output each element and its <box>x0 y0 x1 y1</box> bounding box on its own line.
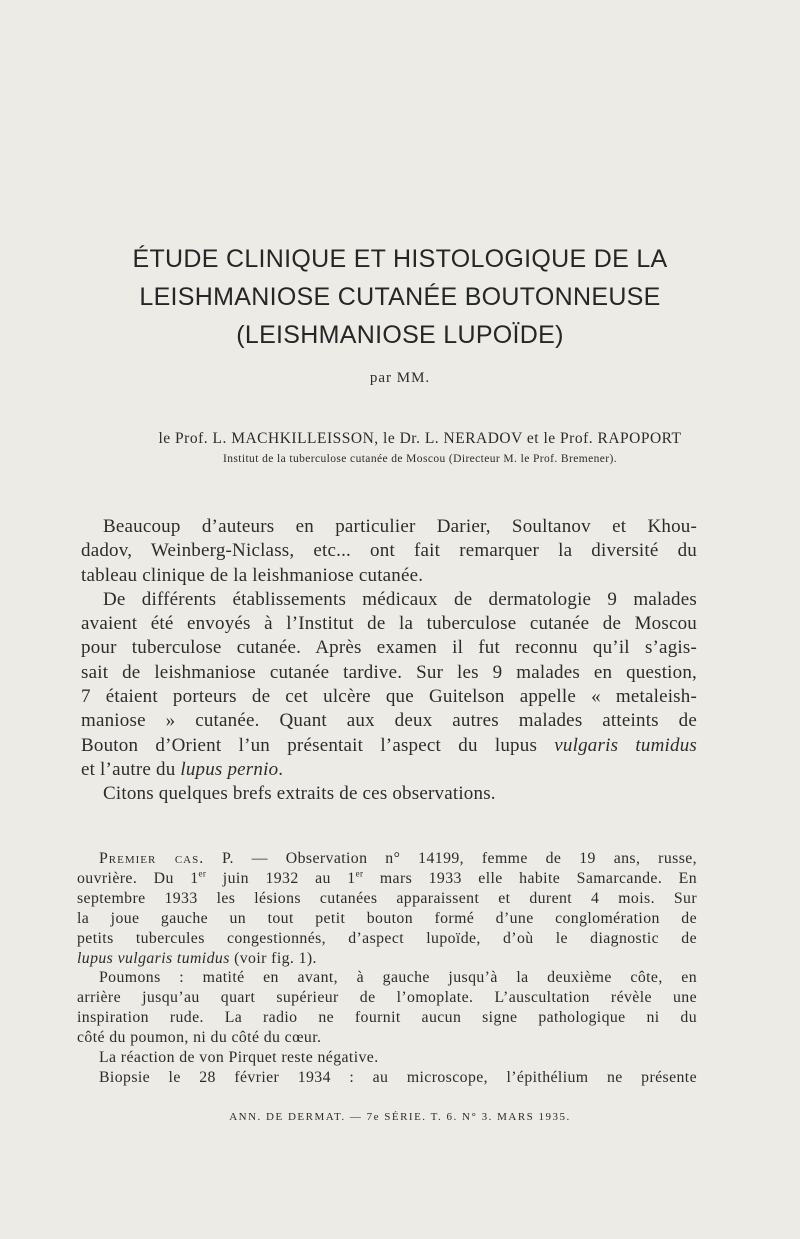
text-run: juin 1932 au 1 <box>206 869 356 887</box>
italic-term: vulgaris tumidus <box>554 734 697 756</box>
text-line: avaient été envoyés à l’Institut de la tuberculose cutanée de Moscou <box>81 613 697 635</box>
text-line <box>77 849 697 869</box>
journal-footer: ANN. DE DERMAT. — 7e SÉRIE. T. 6. N° 3. MARS 1935. <box>229 1111 571 1123</box>
text-run: P. — Observation n° 14199, femme de 19 ans, russe, <box>204 850 697 867</box>
text-line: La réaction de von Pirquet reste négative. <box>99 1049 379 1067</box>
text-line: Citons quelques brefs extraits de ces observations. <box>103 783 496 805</box>
text-line: maniose » cutanée. Quant aux deux autres malades atteints de <box>81 710 697 732</box>
title-line: (LEISHMANIOSE LUPOÏDE) <box>236 321 564 349</box>
text-line: arrière jusqu’au quart supérieur de l’omoplate. L’auscultation révèle une <box>77 989 697 1007</box>
text-line <box>77 949 697 969</box>
text-line: pour tuberculose cutanée. Après examen il fut reconnu qu’il s’agis- <box>81 637 697 659</box>
text-line: petits tubercules congestionnés, d’aspect lupoïde, d’où le diagnostic de <box>77 929 697 947</box>
text-run: ouvrière. Du 1 <box>77 869 199 887</box>
superscript: er <box>355 868 364 879</box>
text-line: Beaucoup d’auteurs en particulier Darier, Soultanov et Khou- <box>103 516 697 537</box>
article-title <box>60 240 740 354</box>
text-line <box>77 869 697 889</box>
superscript: er <box>198 868 207 879</box>
text-run: . <box>278 758 284 780</box>
text-run: et l’autre du <box>81 758 181 780</box>
text-line: 7 étaient porteurs de cet ulcère que Guitelson appelle « metaleish- <box>81 686 697 708</box>
text-run: mars 1933 elle habite Samarcande. En <box>363 869 697 887</box>
introduction <box>81 515 697 807</box>
institute: Institut de la tuberculose cutanée de Moscou (Directeur M. le Prof. Bremener). <box>223 453 617 465</box>
text-line: tableau clinique de la leishmaniose cutanée. <box>81 564 424 586</box>
authors: le Prof. L. MACHKILLEISSON, le Dr. L. NERADOV et le Prof. RAPOPORT <box>158 430 682 447</box>
text-line: sait de leishmaniose cutanée tardive. Sur les 9 malades en question, <box>81 661 697 683</box>
text-run: Bouton d’Orient l’un présentait l’aspect du lupus <box>81 734 555 756</box>
text-line: la joue gauche un tout petit bouton formé d’une conglomération de <box>77 909 697 927</box>
text-line: Biopsie le 28 février 1934 : au microscope, l’épithélium ne présente <box>99 1068 697 1086</box>
title-line: ÉTUDE CLINIQUE ET HISTOLOGIQUE DE LA <box>132 245 668 273</box>
text-line: côté du poumon, ni du côté du cœur. <box>77 1029 322 1047</box>
text-line: inspiration rude. La radio ne fournit aucun signe pathologique ni du <box>77 1009 697 1027</box>
text-line <box>81 758 697 782</box>
text-line: Poumons : matité en avant, à gauche jusqu’à la deuxième côte, en <box>99 969 697 987</box>
text-line: De différents établissements médicaux de dermatologie 9 malades <box>103 588 697 610</box>
text-line: dadov, Weinberg-Niclass, etc... ont fait remarquer la diversité du <box>81 540 697 562</box>
byline: par MM. <box>369 370 431 386</box>
italic-term: lupus vulgaris tumidus <box>77 949 230 967</box>
text-line: septembre 1933 les lésions cutanées apparaissent et durent 4 mois. Sur <box>77 889 697 907</box>
title-line: LEISHMANIOSE CUTANÉE BOUTONNEUSE <box>139 283 661 311</box>
text-run: (voir fig. 1). <box>229 949 317 967</box>
case-label: Premier cas. <box>99 850 205 867</box>
italic-term: lupus pernio <box>180 758 279 780</box>
text-line <box>81 734 697 758</box>
case-one <box>77 849 697 1088</box>
